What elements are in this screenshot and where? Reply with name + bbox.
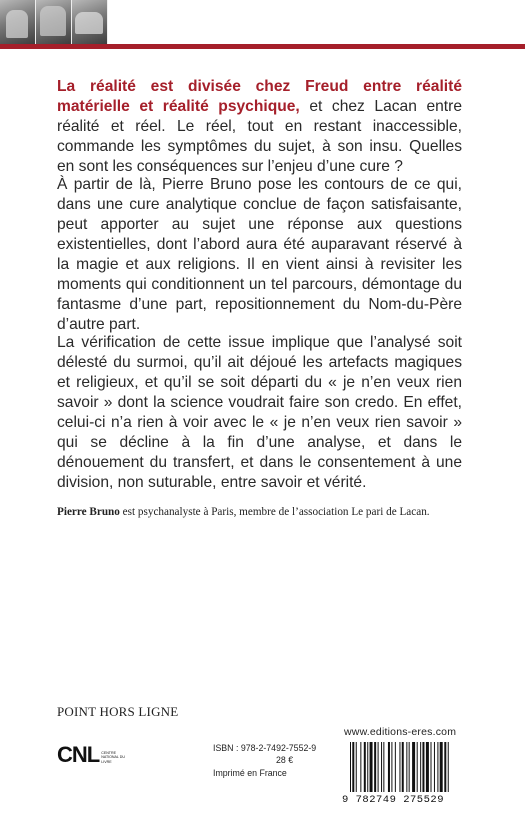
barcode-bar bbox=[412, 742, 415, 792]
barcode-bar bbox=[444, 742, 446, 792]
cover-photo-strip bbox=[0, 0, 108, 44]
barcode-bar bbox=[388, 742, 390, 792]
barcode-bar bbox=[350, 742, 351, 792]
blurb-paragraph-2-text: À partir de là, Pierre Bruno pose les contours de ce qui, dans une cure analytique conclue de façon satisfaisante, peut apporter au sujet une réponse aux questions existentielles, dont l’abord aura été auparavant réservé à la magie et aux religions. Il en vient ainsi à revisiter les moments qui conditionnent un tel parcours, démontage du fantasme d’une part, repositionnement du Nom-du-Père d’autre part. bbox=[57, 176, 462, 333]
cnl-logo-text: CNL bbox=[57, 742, 100, 767]
barcode-bar bbox=[395, 742, 396, 792]
blurb-paragraph-1 bbox=[57, 77, 462, 177]
barcode-bar bbox=[437, 742, 438, 792]
barcode-bar bbox=[406, 742, 407, 792]
author-name: Pierre Bruno bbox=[57, 506, 120, 518]
barcode-bar bbox=[383, 742, 384, 792]
barcode-bar bbox=[402, 742, 404, 792]
cnl-logo-caption: CENTRE NATIONAL DU LIVRE bbox=[101, 750, 125, 764]
barcode-bar bbox=[364, 742, 366, 792]
blurb-paragraph-3 bbox=[57, 333, 462, 493]
printed-in: Imprimé en France bbox=[213, 768, 287, 778]
barcode-bar bbox=[352, 742, 354, 792]
armchair-photo bbox=[0, 0, 36, 44]
price: 28 € bbox=[276, 755, 294, 765]
barcode-bar bbox=[426, 742, 429, 792]
barcode-bar bbox=[440, 742, 443, 792]
barcode-bar bbox=[378, 742, 379, 792]
barcode-bar bbox=[381, 742, 382, 792]
barcode-bar bbox=[422, 742, 424, 792]
barcode-bar bbox=[367, 742, 368, 792]
barcode-digits: 9 782749 275529 bbox=[342, 794, 445, 806]
barcode-bar bbox=[374, 742, 376, 792]
barcode-bar bbox=[448, 742, 449, 792]
barcode-bar bbox=[360, 742, 361, 792]
publisher-website: www.editions-eres.com bbox=[344, 726, 457, 738]
blurb-lead-highlight: La réalité est divisée chez Freud entre réalité matérielle et réalité psychique, bbox=[57, 78, 462, 115]
collection-name: POINT HORS LIGNE bbox=[57, 704, 179, 719]
blurb-paragraph-1-text: et chez Lacan entre réalité et réel. Le réel, tout en restant inaccessible, commande les symptômes du sujet, à son insu. Quelles en sont les conséquences sur l’enjeu d’une cure ? bbox=[57, 98, 463, 175]
barcode-bar bbox=[370, 742, 373, 792]
barcode-bar bbox=[417, 742, 418, 792]
armchair-photo bbox=[36, 0, 72, 44]
author-bio-text: est psychanalyste à Paris, membre de l’association Le pari de Lacan. bbox=[119, 506, 430, 518]
barcode-bar bbox=[356, 742, 357, 792]
cnl-logo bbox=[57, 740, 129, 766]
barcode-bar bbox=[391, 742, 392, 792]
author-bio bbox=[57, 506, 477, 518]
barcode-bar bbox=[409, 742, 410, 792]
barcode-bar bbox=[420, 742, 421, 792]
barcode-bar bbox=[399, 742, 400, 792]
armchair-photo bbox=[72, 0, 108, 44]
barcode-bar bbox=[431, 742, 432, 792]
barcode-block bbox=[342, 742, 468, 810]
red-divider bbox=[0, 44, 525, 49]
barcode-image bbox=[350, 742, 460, 792]
barcode-bar bbox=[434, 742, 435, 792]
blurb-paragraph-2 bbox=[57, 175, 462, 335]
isbn: ISBN : 978-2-7492-7552-9 bbox=[213, 743, 317, 753]
blurb-paragraph-3-text: La vérification de cette issue implique que l’analysé soit délesté du surmoi, qu’il ait déjoué les artefacts magiques et religieux, et qu’il se soit départi du « je n’en veux rien savoir » dont la science voudrait faire son credo. En effet, celui-ci n’a rien à voir avec le « je n’en veux rien savoir » qui se décline à la fin d’une analyse, et dans le dénouement du transfert, et dans le consentement à une division, non suturable, entre savoir et vérité. bbox=[57, 334, 462, 491]
